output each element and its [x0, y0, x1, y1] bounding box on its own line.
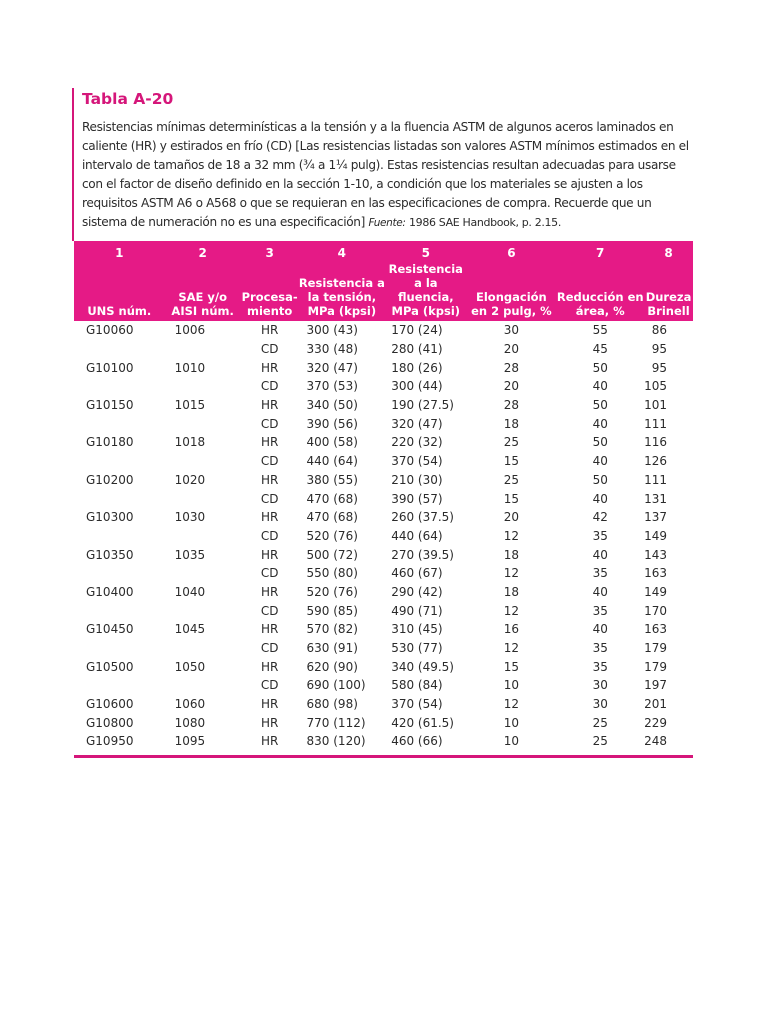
- cell-yield-strength: 320 (47): [391, 416, 443, 431]
- cell-elongation: 10: [503, 678, 520, 693]
- cell-area-reduction: 42: [592, 510, 608, 525]
- cell-area-reduction: 40: [592, 379, 608, 394]
- cell-processing: HR: [260, 510, 279, 525]
- cell-yield-strength: 420 (61.5): [391, 715, 454, 730]
- cell-elongation: 28: [503, 360, 520, 375]
- cell-uns: [74, 340, 165, 359]
- cell-tensile-strength: 830 (120): [306, 734, 366, 749]
- cell-brinell-hardness: 149: [644, 528, 667, 543]
- cell-tensile-strength: 680 (98): [306, 697, 358, 712]
- cell-yield-strength: 170 (24): [391, 323, 443, 338]
- cell-yield-strength: 460 (66): [391, 734, 443, 749]
- cell-sae-aisi: [165, 340, 241, 359]
- cell-elongation: 30: [503, 323, 520, 338]
- cell-tensile-strength: 520 (76): [306, 584, 358, 599]
- cell-yield-strength: 460 (67): [391, 566, 443, 581]
- cell-uns: G10350: [86, 547, 134, 562]
- table-row: [74, 657, 693, 676]
- cell-processing: HR: [260, 398, 279, 413]
- cell-yield-strength: 370 (54): [391, 697, 443, 712]
- cell-processing: CD: [260, 342, 279, 357]
- cell-brinell-hardness: 143: [644, 547, 667, 562]
- cell-processing: HR: [260, 659, 279, 674]
- cell-elongation: 18: [503, 416, 520, 431]
- cell-processing: CD: [260, 641, 279, 656]
- cell-yield-strength: 490 (71): [391, 603, 443, 618]
- cell-area-reduction: 50: [592, 472, 608, 487]
- cell-tensile-strength: 550 (80): [306, 566, 358, 581]
- cell-brinell-hardness: 201: [644, 697, 667, 712]
- table-row: [74, 489, 693, 508]
- cell-brinell-hardness: 111: [644, 472, 667, 487]
- table-row: [74, 340, 693, 359]
- cell-uns: G10950: [86, 734, 134, 749]
- table-row: [74, 676, 693, 695]
- cell-yield-strength: 280 (41): [391, 342, 443, 357]
- cell-brinell-hardness: 116: [644, 435, 667, 450]
- cell-brinell-hardness: 95: [651, 342, 667, 357]
- table-row: [74, 508, 693, 527]
- cell-elongation: 10: [503, 715, 520, 730]
- cell-tensile-strength: 590 (85): [306, 603, 358, 618]
- table-row: [74, 358, 693, 377]
- cell-sae-aisi: [165, 601, 241, 620]
- table-row: [74, 695, 693, 714]
- table-row: [74, 732, 693, 755]
- cell-uns: G10200: [86, 472, 134, 487]
- table-row: [74, 433, 693, 452]
- table-bottom-rule: [74, 755, 693, 758]
- cell-processing: HR: [260, 472, 279, 487]
- cell-brinell-hardness: 197: [644, 678, 667, 693]
- cell-brinell-hardness: 131: [644, 491, 667, 506]
- cell-yield-strength: 210 (30): [391, 472, 443, 487]
- cell-elongation: 20: [503, 379, 520, 394]
- table-row: [74, 396, 693, 415]
- cell-tensile-strength: 520 (76): [306, 528, 358, 543]
- cell-area-reduction: 40: [592, 584, 608, 599]
- cell-sae-aisi: 1095: [174, 734, 206, 749]
- cell-brinell-hardness: 111: [644, 416, 667, 431]
- cell-brinell-hardness: 229: [644, 715, 667, 730]
- column-header-uns: UNS núm.: [87, 304, 152, 318]
- cell-sae-aisi: 1030: [174, 510, 206, 525]
- column-number: 1: [115, 246, 124, 260]
- cell-tensile-strength: 690 (100): [306, 678, 366, 693]
- cell-processing: CD: [260, 566, 279, 581]
- cell-processing: HR: [260, 697, 279, 712]
- table-row: [74, 545, 693, 564]
- cell-uns: G10800: [86, 715, 134, 730]
- cell-area-reduction: 35: [592, 528, 608, 543]
- cell-uns: G10150: [86, 398, 134, 413]
- table-row: [74, 713, 693, 732]
- cell-tensile-strength: 330 (48): [306, 342, 358, 357]
- cell-processing: HR: [260, 622, 279, 637]
- cell-elongation: 20: [503, 342, 520, 357]
- cell-sae-aisi: 1080: [174, 715, 206, 730]
- cell-yield-strength: 220 (32): [391, 435, 443, 450]
- cell-area-reduction: 25: [592, 715, 608, 730]
- column-number: 2: [198, 246, 207, 260]
- cell-tensile-strength: 400 (58): [306, 435, 358, 450]
- cell-processing: HR: [260, 360, 279, 375]
- cell-area-reduction: 35: [592, 566, 608, 581]
- source-label: Fuente:: [368, 217, 406, 229]
- cell-uns: [74, 527, 165, 546]
- cell-sae-aisi: 1050: [174, 659, 206, 674]
- cell-uns: G10450: [86, 622, 134, 637]
- cell-brinell-hardness: 149: [644, 584, 667, 599]
- cell-elongation: 10: [503, 734, 520, 749]
- cell-yield-strength: 180 (26): [391, 360, 443, 375]
- steel-properties-table: [74, 241, 693, 755]
- cell-sae-aisi: 1040: [174, 584, 206, 599]
- cell-uns: [74, 601, 165, 620]
- column-number: 5: [421, 246, 430, 260]
- column-number: 3: [265, 246, 274, 260]
- cell-brinell-hardness: 179: [644, 659, 667, 674]
- cell-tensile-strength: 570 (82): [306, 622, 358, 637]
- cell-tensile-strength: 470 (68): [306, 510, 358, 525]
- cell-uns: [74, 676, 165, 695]
- cell-processing: CD: [260, 678, 279, 693]
- cell-elongation: 20: [503, 510, 520, 525]
- cell-processing: HR: [260, 435, 279, 450]
- cell-sae-aisi: 1010: [174, 360, 206, 375]
- cell-brinell-hardness: 86: [651, 323, 667, 338]
- table-row: [74, 601, 693, 620]
- table-body: [74, 321, 693, 755]
- cell-yield-strength: 440 (64): [391, 528, 443, 543]
- cell-uns: [74, 377, 165, 396]
- cell-sae-aisi: 1060: [174, 697, 206, 712]
- cell-area-reduction: 50: [592, 398, 608, 413]
- column-number: 8: [664, 246, 673, 260]
- cell-processing: HR: [260, 547, 279, 562]
- cell-area-reduction: 30: [592, 678, 608, 693]
- cell-sae-aisi: [165, 639, 241, 658]
- cell-uns: [74, 414, 165, 433]
- cell-sae-aisi: 1020: [174, 472, 206, 487]
- cell-elongation: 12: [503, 641, 520, 656]
- table-row: [74, 321, 693, 340]
- cell-yield-strength: 530 (77): [391, 641, 443, 656]
- column-number: 4: [337, 246, 347, 260]
- cell-tensile-strength: 470 (68): [306, 491, 358, 506]
- cell-elongation: 15: [503, 491, 520, 506]
- cell-elongation: 25: [503, 435, 520, 450]
- cell-elongation: 15: [503, 659, 520, 674]
- document-page: [74, 88, 692, 758]
- column-number: 7: [596, 246, 605, 260]
- cell-processing: CD: [260, 454, 279, 469]
- cell-tensile-strength: 340 (50): [306, 398, 358, 413]
- cell-area-reduction: 25: [592, 734, 608, 749]
- cell-sae-aisi: 1045: [174, 622, 206, 637]
- cell-elongation: 12: [503, 528, 520, 543]
- cell-brinell-hardness: 248: [644, 734, 667, 749]
- cell-brinell-hardness: 137: [644, 510, 667, 525]
- cell-elongation: 25: [503, 472, 520, 487]
- column-label-row: [74, 262, 693, 321]
- table-row: [74, 527, 693, 546]
- table-caption: [82, 118, 692, 241]
- table-row: [74, 583, 693, 602]
- cell-brinell-hardness: 163: [644, 622, 667, 637]
- cell-tensile-strength: 300 (43): [306, 323, 358, 338]
- cell-processing: CD: [260, 603, 279, 618]
- column-header-processing: Procesa-miento: [241, 290, 298, 318]
- cell-sae-aisi: [165, 452, 241, 471]
- table-row: [74, 620, 693, 639]
- cell-tensile-strength: 770 (112): [306, 715, 366, 730]
- cell-area-reduction: 40: [592, 416, 608, 431]
- cell-area-reduction: 45: [592, 342, 608, 357]
- column-header-tensile-strength: Resistencia a la tensión, MPa (kpsi): [298, 276, 385, 318]
- cell-processing: HR: [260, 715, 279, 730]
- cell-brinell-hardness: 95: [651, 360, 667, 375]
- cell-uns: [74, 452, 165, 471]
- cell-uns: [74, 639, 165, 658]
- cell-uns: G10100: [86, 360, 134, 375]
- table-row: [74, 377, 693, 396]
- cell-uns: G10400: [86, 584, 134, 599]
- cell-yield-strength: 370 (54): [391, 454, 443, 469]
- column-number-row: [74, 241, 693, 262]
- cell-elongation: 16: [503, 622, 520, 637]
- cell-tensile-strength: 390 (56): [306, 416, 358, 431]
- cell-sae-aisi: 1006: [174, 323, 206, 338]
- table-title: Tabla A-20: [82, 90, 174, 108]
- cell-sae-aisi: [165, 527, 241, 546]
- cell-sae-aisi: [165, 414, 241, 433]
- cell-tensile-strength: 500 (72): [306, 547, 358, 562]
- cell-sae-aisi: 1035: [174, 547, 206, 562]
- cell-processing: CD: [260, 416, 279, 431]
- cell-tensile-strength: 630 (91): [306, 641, 358, 656]
- cell-area-reduction: 50: [592, 360, 608, 375]
- table-row: [74, 639, 693, 658]
- cell-brinell-hardness: 126: [644, 454, 667, 469]
- cell-yield-strength: 390 (57): [391, 491, 443, 506]
- cell-uns: G10500: [86, 659, 134, 674]
- cell-brinell-hardness: 170: [644, 603, 667, 618]
- title-block: [72, 88, 692, 241]
- cell-sae-aisi: 1015: [174, 398, 206, 413]
- cell-brinell-hardness: 163: [644, 566, 667, 581]
- cell-sae-aisi: 1018: [174, 435, 206, 450]
- cell-elongation: 12: [503, 697, 520, 712]
- source-text: 1986 SAE Handbook, p. 2.15.: [409, 216, 561, 229]
- cell-area-reduction: 35: [592, 659, 608, 674]
- column-number: 6: [507, 246, 516, 260]
- cell-tensile-strength: 370 (53): [306, 379, 358, 394]
- cell-processing: CD: [260, 528, 279, 543]
- cell-brinell-hardness: 101: [644, 398, 667, 413]
- cell-uns: [74, 564, 165, 583]
- cell-area-reduction: 40: [592, 622, 608, 637]
- cell-elongation: 18: [503, 584, 520, 599]
- cell-tensile-strength: 620 (90): [306, 659, 358, 674]
- cell-brinell-hardness: 105: [644, 379, 667, 394]
- cell-yield-strength: 340 (49.5): [391, 659, 454, 674]
- cell-uns: G10300: [86, 510, 134, 525]
- table-row: [74, 414, 693, 433]
- cell-yield-strength: 300 (44): [391, 379, 443, 394]
- cell-sae-aisi: [165, 676, 241, 695]
- cell-uns: G10180: [86, 435, 134, 450]
- cell-processing: CD: [260, 491, 279, 506]
- cell-area-reduction: 40: [592, 454, 608, 469]
- cell-sae-aisi: [165, 564, 241, 583]
- cell-tensile-strength: 380 (55): [306, 472, 358, 487]
- cell-processing: CD: [260, 379, 279, 394]
- cell-area-reduction: 35: [592, 641, 608, 656]
- column-header-yield-strength: Resistencia a la fluencia, MPa (kpsi): [388, 262, 463, 318]
- cell-area-reduction: 30: [592, 697, 608, 712]
- cell-tensile-strength: 320 (47): [306, 360, 358, 375]
- cell-uns: G10600: [86, 697, 134, 712]
- cell-yield-strength: 580 (84): [391, 678, 443, 693]
- cell-yield-strength: 310 (45): [391, 622, 443, 637]
- column-header-elongation: Elongación en 2 pulg, %: [471, 290, 552, 318]
- cell-elongation: 12: [503, 566, 520, 581]
- column-header-sae-aisi: SAE y/o AISI núm.: [171, 290, 234, 318]
- cell-yield-strength: 190 (27.5): [391, 398, 454, 413]
- cell-processing: HR: [260, 584, 279, 599]
- cell-yield-strength: 260 (37.5): [391, 510, 454, 525]
- table-row: [74, 471, 693, 490]
- cell-uns: G10060: [86, 323, 134, 338]
- cell-elongation: 15: [503, 454, 520, 469]
- cell-tensile-strength: 440 (64): [306, 454, 358, 469]
- table-row: [74, 452, 693, 471]
- cell-area-reduction: 50: [592, 435, 608, 450]
- cell-brinell-hardness: 179: [644, 641, 667, 656]
- column-header-brinell-hardness: Dureza Brinell: [645, 290, 692, 318]
- caption-text: Resistencias mínimas determinísticas a la tensión y a la fluencia ASTM de algunos aceros laminados en caliente (HR) y estirados en frío (CD) [Las resistencias listadas son valores ASTM mínimos estimados en el intervalo de tamaños de 18 a 32 mm (¾ a 1¼ pulg). Estas resistencias resultan adecuadas para usarse con el factor de diseño definido en la sección 1-10, a condición que los materiales se ajusten a los requisitos ASTM A6 o A568 o que se requieran en las especificaciones de compra. Recuerde que un sistema de numeración no es una especificación]: [82, 120, 689, 229]
- table-row: [74, 564, 693, 583]
- cell-yield-strength: 270 (39.5): [391, 547, 454, 562]
- cell-elongation: 12: [503, 603, 520, 618]
- cell-elongation: 28: [503, 398, 520, 413]
- cell-processing: HR: [260, 323, 279, 338]
- cell-area-reduction: 35: [592, 603, 608, 618]
- cell-yield-strength: 290 (42): [391, 584, 443, 599]
- cell-sae-aisi: [165, 489, 241, 508]
- cell-area-reduction: 40: [592, 491, 608, 506]
- cell-uns: [74, 489, 165, 508]
- cell-area-reduction: 40: [592, 547, 608, 562]
- column-header-area-reduction: Reducción en área, %: [556, 290, 644, 318]
- cell-processing: HR: [260, 734, 279, 749]
- cell-area-reduction: 55: [592, 323, 608, 338]
- cell-elongation: 18: [503, 547, 520, 562]
- cell-sae-aisi: [165, 377, 241, 396]
